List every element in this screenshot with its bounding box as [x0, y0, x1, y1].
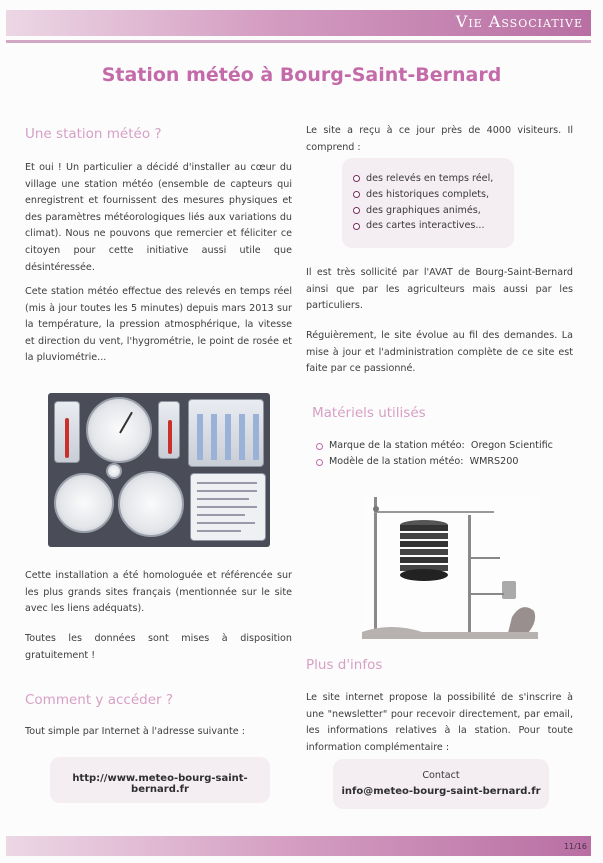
paragraph-homologation: Cette installation a été homologuée et référencée sur les plus grands sites français (mentionnée sur le site avec les liens adéquats). [25, 570, 292, 615]
bullet-icon [316, 443, 323, 450]
summary-panel [190, 473, 266, 541]
rain-bar [211, 414, 217, 460]
list-item-text: des cartes interactives... [366, 220, 485, 232]
header-rule [6, 40, 591, 43]
thermometer-icon [168, 420, 172, 454]
text-line [197, 490, 257, 492]
text-line [197, 498, 249, 500]
list-item-text: des historiques complets, [366, 188, 490, 200]
thermometer-panel-left [54, 401, 80, 463]
contact-box [333, 759, 549, 809]
paragraph-avat: Il est très sollicité par l'AVAT de Bourg-Saint-Bernard ainsi que par les agriculteurs mais aussi par les particuliers. [306, 267, 573, 312]
materiel-label: Modèle de la station météo: [329, 456, 464, 467]
rain-bar [253, 414, 259, 460]
list-item [353, 203, 493, 219]
paragraph-newsletter: Le site internet propose la possibilité de s'inscrire à une "newsletter" pour recevoir directement, par email, les informations relatives à la station. Pour toute information complémentaire : [306, 692, 573, 753]
contact-label: Contact [422, 770, 460, 781]
heading-infos: Plus d'infos [306, 657, 383, 673]
moon-icon [106, 463, 122, 479]
paragraph-evolution: Réguièrement, le site évolue au fil des demandes. La mise à jour et l'administration complète de ce site est faite par ce passionné. [306, 330, 573, 375]
heading-materiel: Matériels utilisés [312, 405, 426, 421]
text-line [197, 482, 257, 484]
thermometer-panel-right [158, 401, 180, 459]
text-line [197, 514, 245, 516]
features-list [353, 171, 493, 234]
contact-email-link[interactable]: info@meteo-bourg-saint-bernard.fr [341, 786, 541, 797]
section-tag: Vie Associative [455, 12, 583, 31]
weather-dashboard-image [48, 393, 270, 547]
materiel-list [316, 438, 553, 470]
page-title: Station météo à Bourg-Saint-Bernard [101, 64, 502, 86]
text-line [197, 506, 257, 508]
wind-gauge [118, 471, 184, 537]
paragraph-gratuit: Toutes les données sont mises à disposition gratuitement ! [25, 633, 292, 661]
list-item [316, 438, 553, 454]
page-number: 11/16 [563, 842, 587, 851]
thermometer-icon [65, 418, 69, 458]
gauge-needle [119, 412, 133, 434]
rain-bar [239, 414, 245, 460]
bullet-icon [353, 191, 360, 198]
paragraph-intro: Et oui ! Un particulier a décidé d'installer au cœur du village une station météo (ensemble de capteurs qui enregistrent et fournissent des mesures physiques et des paramètres météorologiques liés aux variations du climat). Nous ne pouvons que remercier et féliciter ce citoyen pour cette initiative aussi utile que désintéressée. [25, 162, 292, 273]
rain-bar [197, 414, 203, 460]
materiel-value: Oregon Scientific [470, 440, 553, 451]
hygrometer-gauge [86, 397, 152, 463]
text-line [197, 530, 241, 532]
forecast-gauge [54, 473, 114, 533]
website-link[interactable]: http://www.meteo-bourg-saint-bernard.fr [72, 773, 248, 795]
rain-panel [188, 399, 264, 467]
paragraph-releves: Cete station météo effectue des relevés en temps réel (mis à jour toutes les 5 minutes) depuis mars 2013 sur la température, la pression atmosphérique, la vitesse et direction du vent, l'hygrométrie, le point de rosée et la pluviométrie... [25, 286, 292, 364]
list-item [353, 187, 493, 203]
bullet-icon [353, 223, 360, 230]
bullet-icon [353, 175, 360, 182]
station-photo [362, 497, 538, 639]
rain-bar [225, 414, 231, 460]
list-item [316, 454, 553, 470]
bullet-icon [316, 459, 323, 466]
list-item-text: des graphiques animés, [366, 204, 481, 216]
text-line [197, 522, 255, 524]
materiel-label: Marque de la station météo: [329, 440, 465, 451]
heading-station: Une station météo ? [25, 126, 162, 142]
list-item-text: des relevés en temps réel, [366, 173, 494, 184]
station-mast-illustration [362, 497, 538, 639]
materiel-value: WMRS200 [469, 456, 519, 467]
bullet-icon [353, 207, 360, 214]
heading-access: Comment y accéder ? [25, 692, 174, 708]
paragraph-access: Tout simple par Internet à l'adresse suivante : [25, 726, 245, 737]
paragraph-visitors: Le site a reçu à ce jour près de 4000 visiteurs. Il comprend : [306, 125, 573, 153]
footer-bar [6, 836, 591, 856]
list-item [353, 218, 493, 234]
list-item [353, 171, 493, 187]
